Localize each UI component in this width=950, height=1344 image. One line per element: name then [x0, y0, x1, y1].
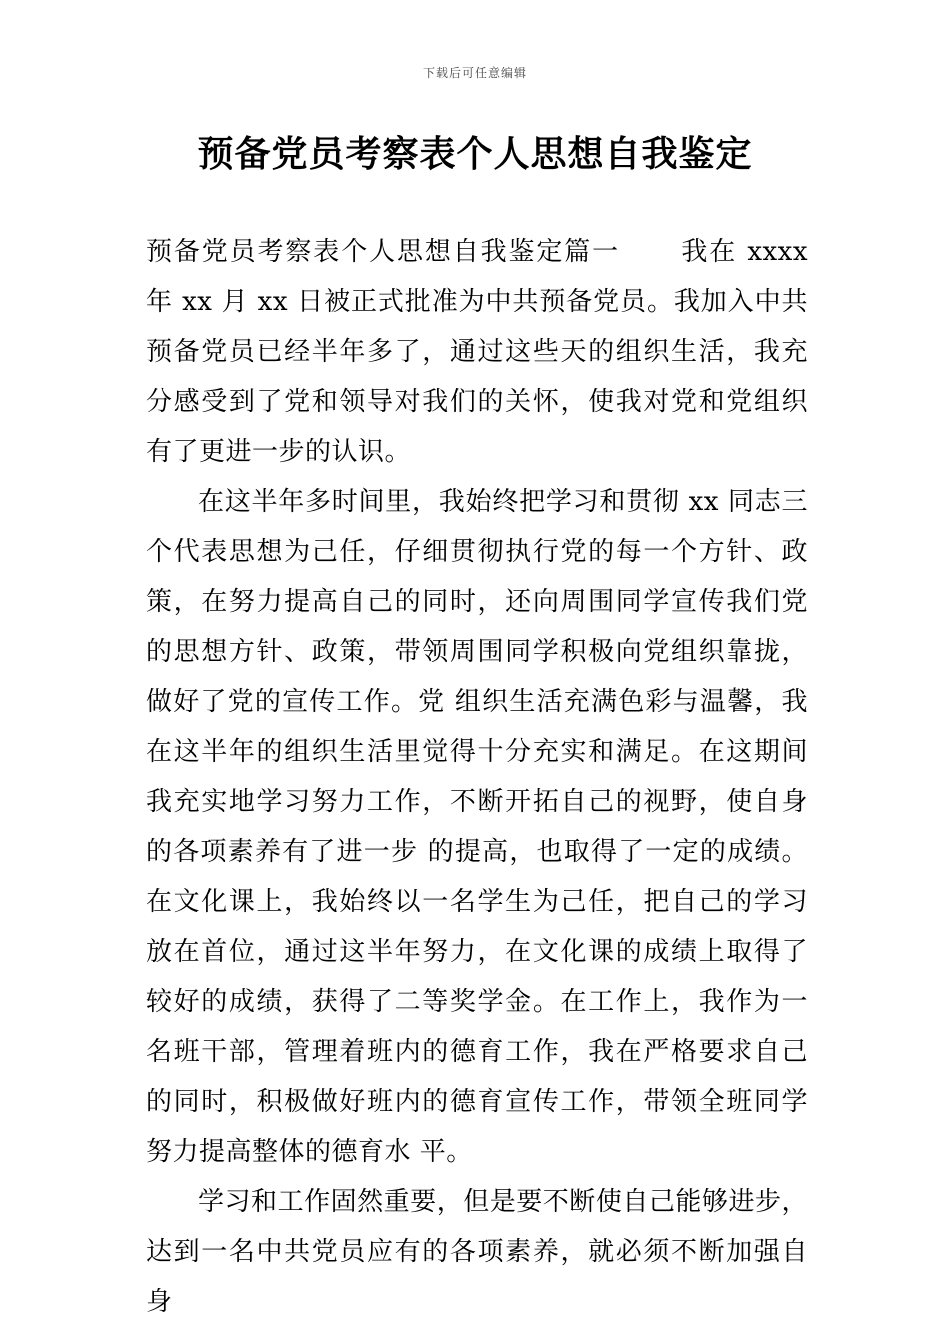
header-note: 下载后可任意编辑: [422, 66, 527, 80]
document-title: 预备党员考察表个人思想自我鉴定: [197, 134, 753, 175]
paragraph-1: [146, 227, 808, 477]
paragraph-2: 在这半年多时间里，我始终把学习和贯彻 xx 同志三个代表思想为己任，仔细贯彻执行党的每一个方针、政策，在努力提高自己的同时，还向周围同学宣传我们党的思想方针、政策，带领周围同学积极向党组织靠拢，做好了党的宣传工作。党 组织生活充满色彩与温馨，我在这半年的组织生活里觉得十分充实和满足。在这期间我充实地学习努力工作，不断开拓自己的视野，使自身的各项素养有了进一步 的提高，也取得了一定的成绩。在文化课上，我始终以一名学生为己任，把自己的学习放在首位，通过这半年努力，在文化课的成绩上取得了较好的成绩，获得了二等奖学金。在工作上，我作为一名班干部，管理着班内的德育工作，我在严格要求自己的同时，积极做好班内的德育宣传工作，带领全班同学努力提高整体的德育水 平。: [146, 487, 808, 1167]
document-body: [146, 227, 808, 1327]
section-heading: 预备党员考察表个人思想自我鉴定篇一: [146, 237, 621, 267]
paragraph-1-text: 我在 xxxx 年 xx 月 xx 日被正式批准为中共预备党员。我加入中共预备党员已经半年多了，通过这些天的组织生活，我充分感受到了党和领导对我们的关怀，使我对党和党组织有了更进一步的认识。: [146, 237, 808, 467]
paragraph-3: 学习和工作固然重要，但是要不断使自己能够进步，达到一名中共党员应有的各项素养，就必须不断加强自身: [146, 1187, 808, 1317]
